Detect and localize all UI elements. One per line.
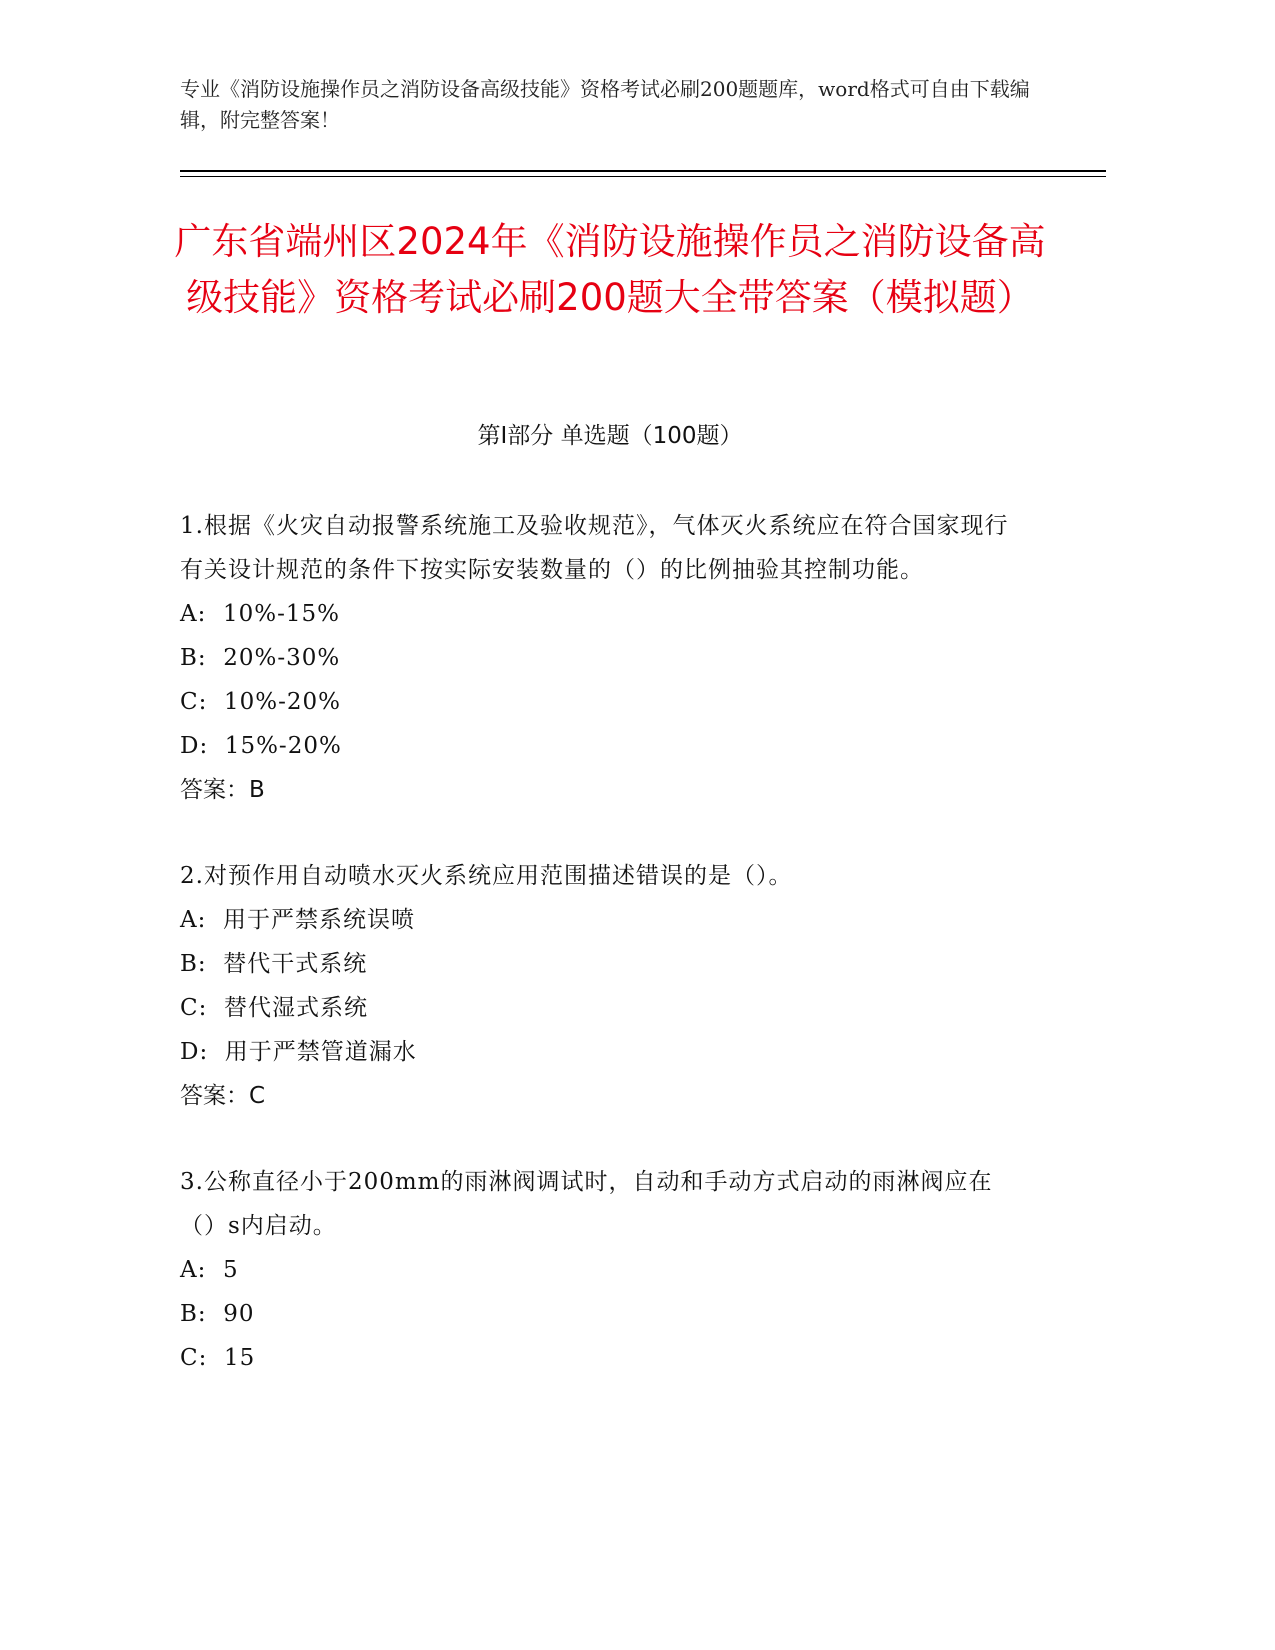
header-note: 专业《消防设施操作员之消防设备高级技能》资格考试必刷200题题库，word格式可自由下载编辑，附完整答案！ <box>180 77 1030 132</box>
question-3 <box>180 1160 1020 1380</box>
question-list <box>180 504 1020 1422</box>
question-stem: 2.对预作用自动喷水灭火系统应用范围描述错误的是（）。 <box>180 863 793 889</box>
header-rule-thin <box>180 176 1106 177</box>
answer: 答案：B <box>180 777 265 803</box>
document-title: 广东省端州区2024年《消防设施操作员之消防设备高级技能》资格考试必刷200题大全带答案（模拟题） <box>174 220 1046 319</box>
header-rule-thick <box>180 170 1106 172</box>
option-b: B: 90 <box>180 1301 255 1327</box>
answer: 答案：C <box>180 1083 266 1109</box>
question-stem: 3.公称直径小于200mm的雨淋阀调试时，自动和手动方式启动的雨淋阀应在（）s内启动。 <box>180 1169 993 1239</box>
option-b: B: 20%-30% <box>180 645 341 671</box>
option-a: A: 5 <box>180 1257 239 1283</box>
option-c: C: 10%-20% <box>180 689 341 715</box>
question-1 <box>180 504 1020 812</box>
option-d: D: 15%-20% <box>180 733 342 759</box>
option-d: D: 用于严禁管道漏水 <box>180 1039 417 1065</box>
section-heading: 第I部分 单选题（100题） <box>477 423 743 449</box>
option-c: C: 替代湿式系统 <box>180 995 368 1021</box>
option-c: C: 15 <box>180 1345 256 1371</box>
option-a: A: 10%-15% <box>180 601 340 627</box>
question-2 <box>180 854 1020 1118</box>
option-a: A: 用于严禁系统误喷 <box>180 907 415 933</box>
option-b: B: 替代干式系统 <box>180 951 368 977</box>
question-stem: 1.根据《火灾自动报警系统施工及验收规范》，气体灭火系统应在符合国家现行有关设计规范的条件下按实际安装数量的（）的比例抽验其控制功能。 <box>180 513 1009 583</box>
